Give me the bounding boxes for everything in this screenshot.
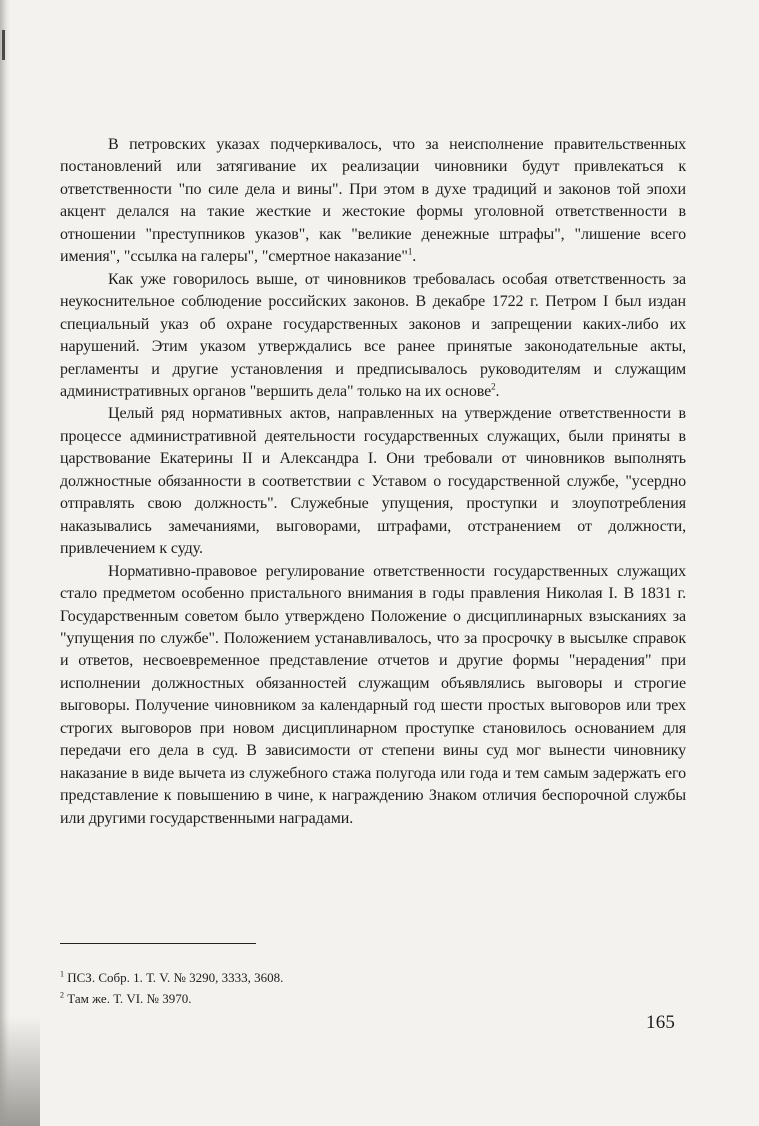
footnotes <box>60 967 560 1009</box>
page-edge-shadow <box>0 0 10 1126</box>
paragraph-2: Как уже говорилось выше, от чиновников требовалась особая ответственность за неукоснительное соблюдение российских законов. В декабре 1722 г. Петром I был издан специальный указ об охране государственных законов и запрещении каких-либо их нарушений. Этим указом утверждались все ранее принятые законодательные акты, регламенты и другие установления и предписывалось руководителям и служащим административных органов "вершить дела" только на их основе$^2$. <box>60 270 686 400</box>
paragraph-4: Нормативно-правовое регулирование ответственности государственных служащих стало предметом особенно пристального внимания в годы правления Николая I. В 1831 г. Государственным советом было утверждено Положение о дисциплинарных взысканиях за "упущения по службе". Положением устанавливалось, что за просрочку в высылке справок и ответов, несвоевременное представление отчетов и другие формы "нерадения" при исполнении должностных обязанностей служащим объявлялись выговоры и строгие выговоры. Получение чиновником за календарный год шести простых выговоров или трех строгих выговоров при новом дисциплинарном проступке становилось основанием для передачи его дела в суд. В зависимости от степени вины суд мог вынести чиновнику наказание в виде вычета из служебного стажа полугода или года и тем самым задержать его представление к повышению в чине, к награждению Знаком отличия беспорочной службы или другими государственными наградами. <box>60 562 686 827</box>
paragraph-3: Целый ряд нормативных актов, направленных на утверждение ответственности в процессе административной деятельности государственных служащих, были приняты в царствование Екатерины II и Александра I. Они требовали от чиновников выполнять должностные обязанности в соответствии с Уставом о государственной службе, "усердно отправлять свою должность". Служебные упущения, проступки и злоупотребления наказывались замечаниями, выговорами, штрафами, отстранением от должности, привлечением к суду. <box>60 405 686 558</box>
footnote-ref-2: 2 <box>491 381 496 392</box>
page-number: 165 <box>646 1012 676 1033</box>
scan-edge-mark <box>2 30 5 60</box>
footnote-2: $^2$ Там же. Т. VI. № 3970. <box>60 990 192 1006</box>
main-text <box>60 134 686 830</box>
paragraph-1: В петровских указах подчеркивалось, что за неисполнение правительственных постановлений или затягивание их реализации чиновники будут привлекаться к ответственности "по силе дела и вины". При этом в духе традиций и законов той эпохи акцент делался на такие жесткие и жестокие формы уголовной ответственности в отношении "преступников указов", как "великие денежные штрафы", "лишение всего имения", "ссылка на галеры", "смертное наказание"$^1$. <box>60 136 686 266</box>
footnote-separator <box>60 943 256 944</box>
footnote-ref-1: 1 <box>407 246 413 257</box>
page-corner-shadow <box>0 1016 40 1126</box>
footnote-1: $^1$ ПСЗ. Собр. 1. Т. V. № 3290, 3333, 3608. <box>60 969 284 985</box>
